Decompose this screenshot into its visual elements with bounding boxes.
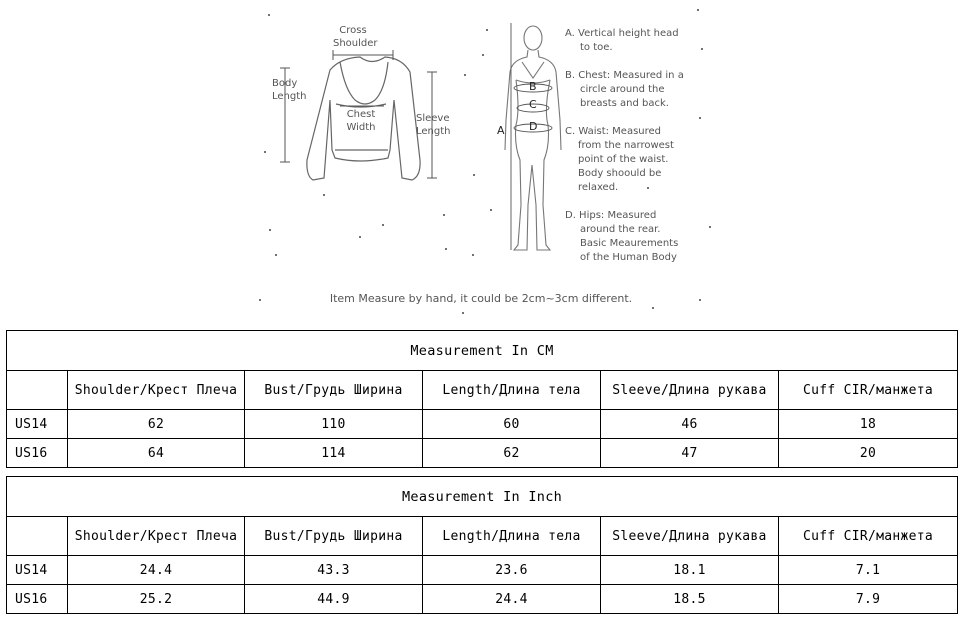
measure-note: Item Measure by hand, it could be 2cm~3cm different. [329,292,633,305]
header-cell: Sleeve/Длина рукава [601,517,779,556]
value-cell: 43.3 [245,556,423,585]
description-c-line: relaxed. [578,182,619,193]
value-cell: 18 [779,410,958,439]
header-cell: Length/Длина тела [423,517,601,556]
value-cell: 20 [779,439,958,468]
body-measure-lines [511,23,552,250]
cross-shoulder-label-line1: Cross [339,25,367,36]
description-d-line: around the rear. [580,224,661,235]
value-cell: 25.2 [68,585,245,614]
description-b [565,69,705,111]
table-header-row [7,371,958,410]
body-length-label-line1: Body [272,78,298,89]
cross-shoulder-label [333,24,378,50]
description-a-line: to toe. [580,42,613,53]
header-cell: Shoulder/Крест Плеча [68,371,245,410]
table-row [7,410,958,439]
body-length-label [272,77,307,103]
table-row [7,556,958,585]
value-cell: 47 [601,439,779,468]
table-row [7,439,958,468]
description-a [565,27,705,55]
value-cell: 7.9 [779,585,958,614]
header-cell: Bust/Грудь Ширина [245,371,423,410]
letter-c: C [529,98,537,111]
cross-shoulder-label-line2: Shoulder [333,38,378,49]
sleeve-length-label-line2: Length [416,126,451,137]
value-cell: 44.9 [245,585,423,614]
value-cell: 18.1 [601,556,779,585]
value-cell: 46 [601,410,779,439]
value-cell: 23.6 [423,556,601,585]
description-c-line: C. Waist: Measured [565,126,662,137]
description-c [565,125,705,195]
sleeve-length-label-line1: Sleeve [416,113,450,124]
description-b-line: circle around the [580,84,665,95]
value-cell: 24.4 [68,556,245,585]
table-title: Measurement In Inch [7,477,958,517]
human-figure [505,26,561,250]
header-cell [7,517,68,556]
chest-width-label [341,108,381,134]
description-c-line: point of the waist. [578,154,669,165]
value-cell: 7.1 [779,556,958,585]
header-cell: Cuff CIR/манжета [779,517,958,556]
value-cell: 18.5 [601,585,779,614]
size-cell: US14 [7,556,68,585]
size-cell: US14 [7,410,68,439]
measurement-table-inch [6,476,958,614]
table-title: Measurement In CM [7,331,958,371]
description-d-line: of the Human Body [580,252,677,263]
value-cell: 110 [245,410,423,439]
description-a-line: A. Vertical height head [565,28,679,39]
value-cell: 24.4 [423,585,601,614]
description-d [565,209,705,265]
header-cell: Bust/Грудь Ширина [245,517,423,556]
description-d-line: Basic Meaurements [580,238,679,249]
value-cell: 114 [245,439,423,468]
letter-b: B [529,80,537,93]
value-cell: 60 [423,410,601,439]
table-header-row [7,517,958,556]
letter-d: D [529,120,538,133]
header-cell [7,371,68,410]
description-c-line: Body shoould be [578,168,662,179]
header-cell: Cuff CIR/манжета [779,371,958,410]
header-cell: Sleeve/Длина рукава [601,371,779,410]
description-d-line: D. Hips: Measured [565,210,657,221]
description-c-line: from the narrowest [578,140,674,151]
header-cell: Shoulder/Крест Плеча [68,517,245,556]
header-cell: Length/Длина тела [423,371,601,410]
size-cell: US16 [7,439,68,468]
body-length-label-line2: Length [272,91,307,102]
value-cell: 62 [423,439,601,468]
value-cell: 62 [68,410,245,439]
table-row [7,585,958,614]
description-b-line: B. Chest: Measured in a [565,70,684,81]
size-cell: US16 [7,585,68,614]
chest-width-label-line2: Width [346,122,376,133]
measurement-table-cm [6,330,958,468]
sleeve-length-label [416,112,451,138]
value-cell: 64 [68,439,245,468]
letter-a: A [497,124,505,137]
chest-width-label-line1: Chest [346,109,376,120]
description-b-line: breasts and back. [580,98,669,109]
